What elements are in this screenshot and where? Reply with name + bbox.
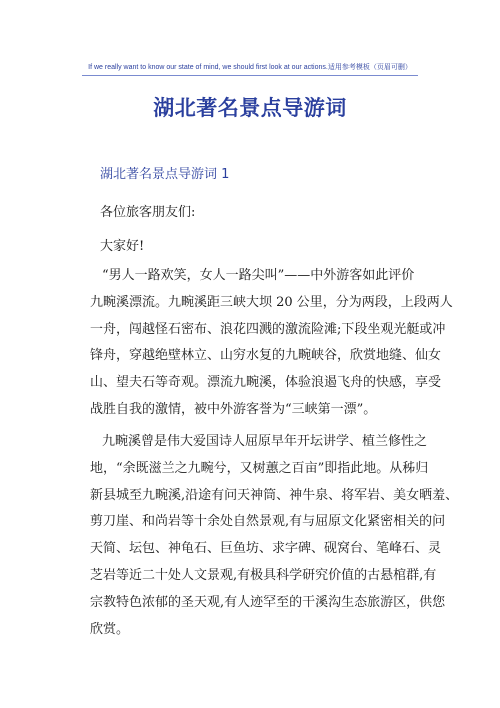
paragraph-line: 天简、坛包、神龟石、巨鱼坊、求字碑、砚窝台、笔峰石、灵 [90, 541, 442, 557]
paragraph-line: 剪刀崖、和尚岩等十余处自然景观,有与屈原文化紧密相关的问 [90, 514, 446, 530]
paragraph-line: 九畹溪漂流。九畹溪距三峡大坝 20 公里，分为两段，上段两人 [90, 294, 453, 310]
section-heading: 湖北著名景点导游词 1 [100, 167, 230, 182]
paragraph-line: 锋舟，穿越绝壁林立、山穷水复的九畹峡谷，欣赏地缝、仙女 [90, 348, 442, 364]
paragraph-line: 九畹溪曾是伟大爱国诗人屈原早年开坛讲学、植兰修性之 [102, 434, 428, 449]
paragraph-line: 地，“余既滋兰之九畹兮，又树蕙之百亩”即指此地。从秭归 [90, 460, 429, 476]
paragraph-line: “男人一路欢笑，女人一路尖叫”——中外游客如此评价 [102, 268, 415, 283]
paragraph-line: 一舟，闯越怪石密布、浪花四溅的激流险滩;下段坐观光艇或冲 [90, 321, 446, 337]
header-divider [82, 75, 418, 76]
paragraph-line: 战胜自我的激情，被中外游客誉为“三峡第一漂”。 [90, 401, 377, 417]
paragraph-line: 新县城至九畹溪,沿途有问天神筒、神牛泉、将军岩、美女晒羞、 [90, 487, 459, 503]
greeting-line-2: 大家好! [100, 239, 145, 254]
greeting-line-1: 各位旅客朋友们: [100, 205, 196, 220]
paragraph-1 [90, 263, 453, 424]
paragraph-line: 宗教特色浓郁的圣天观,有人迹罕至的干溪沟生态旅游区，供您 [90, 594, 446, 610]
paragraph-line: 欣赏。 [90, 621, 130, 637]
paragraph-line: 山、望夫石等奇观。漂流九畹溪，体验浪遏飞舟的快感，享受 [90, 375, 442, 391]
header-note: If we really want to know our state of mind, we should first look at our actions.适用参考模板（页眉可删） [88, 64, 412, 71]
paragraph-line: 芝岩等近二十处人文景观,有极具科学研究价值的古悬棺群,有 [90, 567, 437, 583]
paragraph-2 [90, 429, 459, 643]
document-title: 湖北著名景点导游词 [153, 96, 347, 120]
